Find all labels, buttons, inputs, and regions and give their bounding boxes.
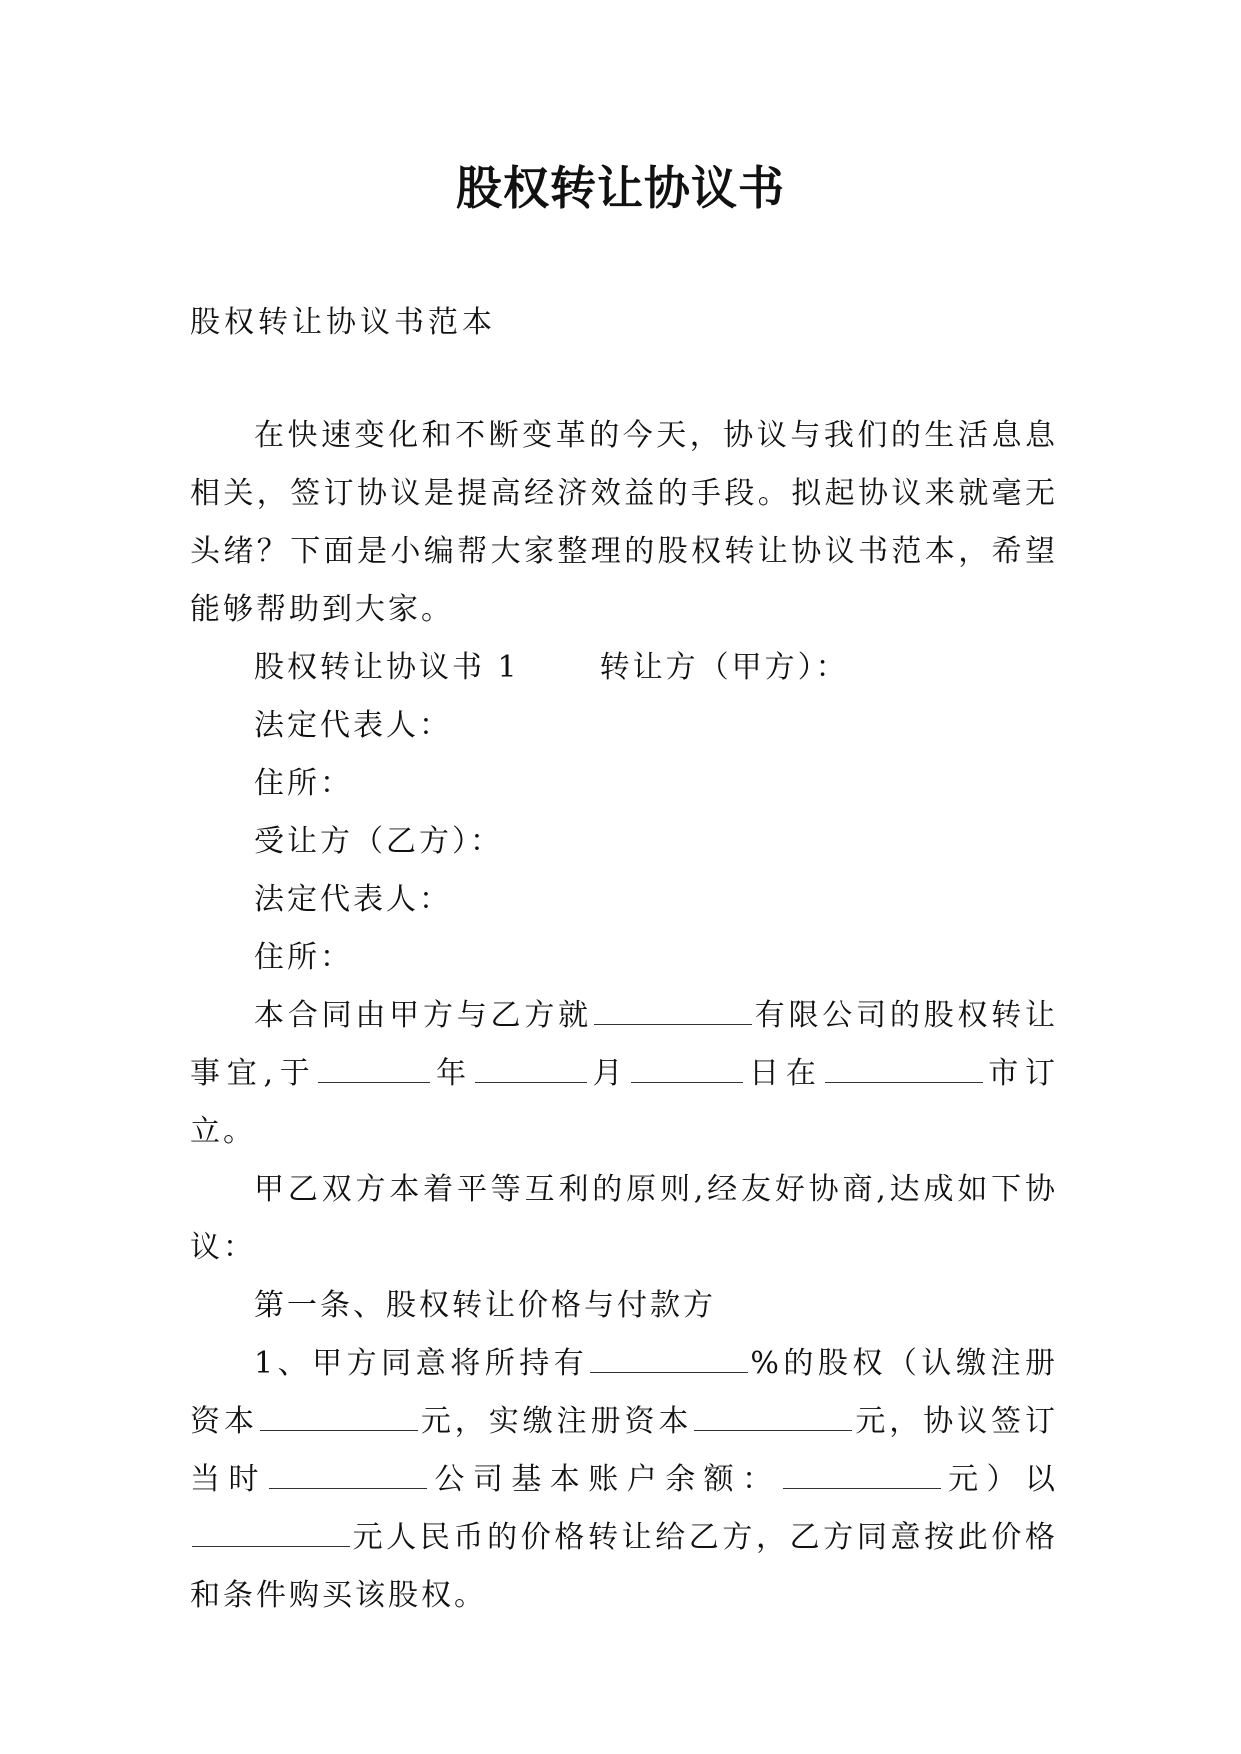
clause-text-2: %的股权（认缴注册资本	[190, 1346, 1058, 1439]
percent-blank	[590, 1342, 748, 1373]
clause-text-6: 元）以	[942, 1462, 1059, 1497]
clause-text-7: 元人民币的价格转让给乙方，乙方同意按此价格和条件购买该股权。	[190, 1520, 1058, 1613]
document-title: 股权转让协议书	[456, 161, 785, 215]
address-label-2: 住所：	[254, 940, 353, 975]
month-blank	[475, 1052, 587, 1083]
rep-label-1: 法定代表人：	[254, 708, 452, 743]
document-subtitle: 股权转让协议书范本	[190, 305, 496, 340]
transferee-label: 受让方（乙方）：	[254, 824, 503, 859]
company-name-blank	[594, 994, 752, 1025]
clause-1-paragraph	[190, 1335, 1058, 1625]
clause-text-1: 1、甲方同意将所持有	[254, 1346, 589, 1381]
clause-text-5: 公司基本账户余额：	[428, 1462, 781, 1497]
day-blank	[631, 1052, 743, 1083]
year-blank	[318, 1052, 430, 1083]
contract-text-2: 有限公司的股权转让事宜,于	[190, 998, 1059, 1091]
contract-text-6: 市订立。	[190, 1056, 1059, 1149]
agreement-heading-line	[190, 639, 1058, 697]
clause-text-3: 元，实缴注册资本	[419, 1404, 693, 1439]
intro-paragraph: 在快速变化和不断变革的今天，协议与我们的生活息息相关，签订协议是提高经济效益的手段。拟起协议来就毫无头绪？下面是小编帮大家整理的股权转让协议书范本，希望能够帮助到大家。	[190, 418, 1058, 627]
at-signing-blank	[269, 1458, 427, 1489]
rep-label-2: 法定代表人：	[254, 882, 452, 917]
paid-capital-blank	[694, 1400, 852, 1431]
account-balance-blank	[783, 1458, 941, 1489]
agreement-heading: 股权转让协议书 1	[254, 650, 520, 685]
contract-text-4: 月	[588, 1056, 630, 1091]
clause-text-4: 元，协议签订当时	[190, 1404, 1059, 1497]
article-1-heading: 第一条、股权转让价格与付款方	[254, 1288, 716, 1323]
subscribed-capital-blank	[260, 1400, 418, 1431]
principle-paragraph: 甲乙双方本着平等互利的原则,经友好协商,达成如下协议：	[190, 1172, 1058, 1265]
contract-text-3: 年	[432, 1056, 473, 1091]
contract-paragraph	[190, 987, 1058, 1161]
document-body	[190, 407, 1058, 1625]
contract-text-1: 本合同由甲方与乙方就	[254, 998, 592, 1033]
price-blank	[192, 1516, 350, 1547]
address-label-1: 住所：	[254, 766, 353, 801]
transferor-label: 转让方（甲方）：	[599, 650, 849, 685]
city-blank	[825, 1052, 983, 1083]
contract-text-5: 日在	[745, 1056, 823, 1091]
